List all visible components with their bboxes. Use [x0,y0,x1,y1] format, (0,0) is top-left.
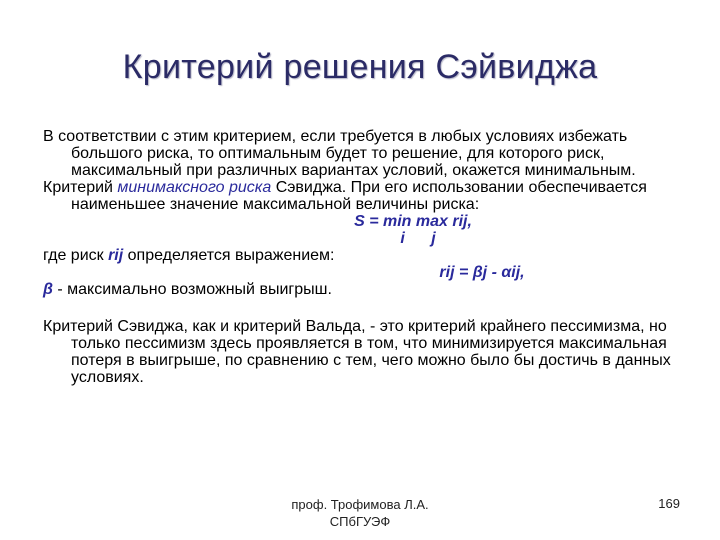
page-number: 169 [658,496,680,511]
paragraph-criterion-definition: В соответствии с этим критерием, если требуется в любых условиях избежать большого риска, то оптимальным будет то решение, для которого риск, максимальный при различных вариантах условий, окажется минимальным. [43,128,636,179]
paragraph-risk-definition [43,247,683,264]
term-beta: β [43,281,53,298]
footer-organization: СПбГУЭФ [329,514,391,529]
paragraph-spacer [43,298,683,318]
footer-author-block [260,496,460,530]
p3-text-after: определяется выражением: [123,247,335,264]
p4-text-after: - максимально возможный выигрыш. [52,281,332,298]
formula-risk: rij = βj - αij, [439,264,525,281]
formula-savage: S = min max rij, [354,213,472,230]
formula-savage-indices: i j [400,230,436,247]
term-rij: rij [108,247,124,264]
paragraph-beta-definition [43,281,683,298]
footer-author: проф. Трофимова Л.А. [291,497,429,512]
slide-title: Критерий решения Сэйвиджа [122,48,598,86]
p2-text-before: Критерий [43,179,118,196]
p2-text-after: Сэвиджа. При его использовании обеспечивается наименьшее значение максимальной величины риска: [71,179,647,213]
p3-text-before: где риск [43,247,109,264]
paragraph-minimax-risk [43,179,683,213]
paragraph-savage-pessimism: Критерий Сэвиджа, как и критерий Вальда, - это критерий крайнего пессимизма, но только пессимизм здесь проявляется в том, что минимизируется максимальная потеря в выигрыше, по сравнению с тем, чего можно было бы достичь в данных условиях. [43,318,671,386]
slide-body [43,128,683,386]
term-minimax-risk: минимаксного риска [117,179,272,196]
